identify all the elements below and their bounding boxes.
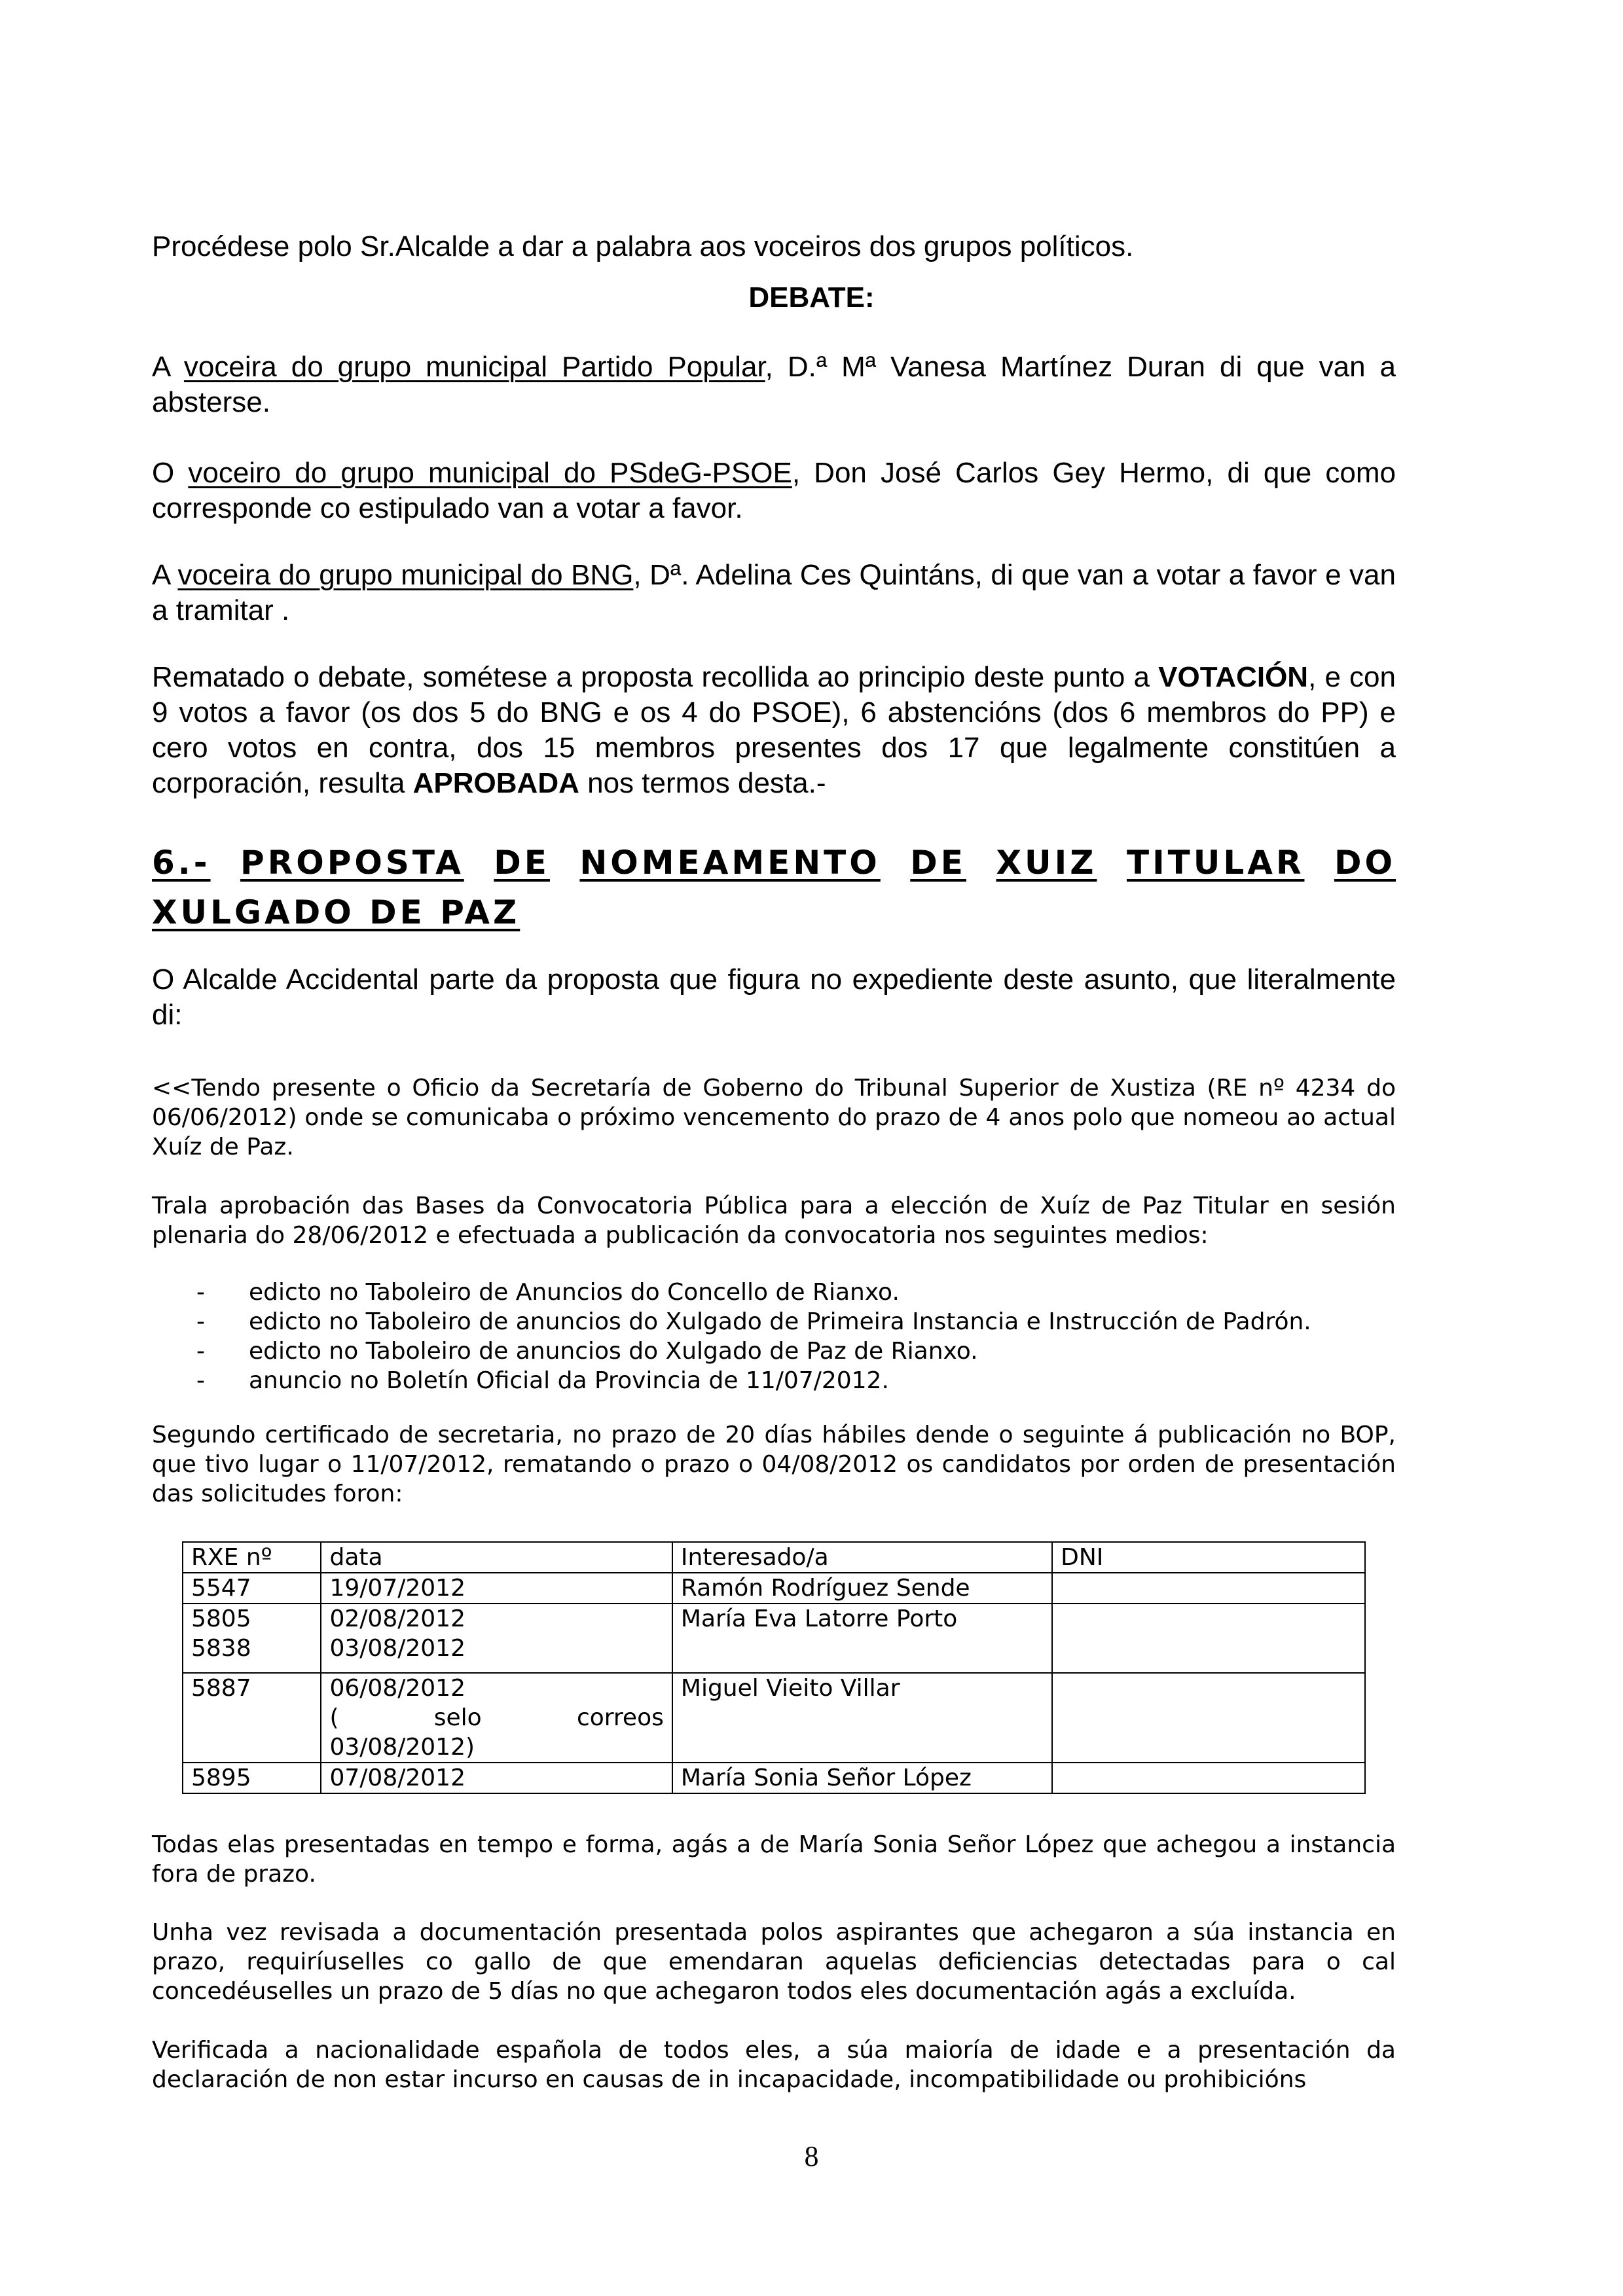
table-cell (1052, 1604, 1365, 1673)
psoe-speaker-label: voceiro do grupo municipal do PSdeG-PSOE (188, 457, 792, 489)
table-row (183, 1763, 1365, 1793)
table-cell: 06/08/2012 ( selo correos 03/08/2012) (321, 1673, 672, 1763)
table-cell: 5805 5838 (183, 1604, 321, 1673)
table-header-cell: data (321, 1542, 672, 1573)
debate-title: DEBATE: (748, 281, 875, 314)
intro-paragraph: Procédese polo Sr.Alcalde a dar a palabra aos voceiros dos grupos políticos. (152, 230, 1134, 262)
media-list (196, 1278, 1440, 1395)
table-cell: 5547 (183, 1573, 321, 1604)
page-number: 8 (804, 2140, 819, 2172)
list-item: - edicto no Taboleiro de anuncios do Xulgado de Paz de Rianxo. (196, 1338, 978, 1365)
table-cell: 5895 (183, 1763, 321, 1793)
table-cell: María Sonia Señor López (672, 1763, 1052, 1793)
certificado-paragraph: Segundo certificado de secretaria, no prazo de 20 días hábiles dende o seguinte á publicación no BOP, que tivo lugar o 11/07/2012, rematando o prazo o 04/08/2012 os candidatos por orden de presentación das solicitudes foron: (152, 1422, 1396, 1507)
oficio-paragraph: <<Tendo presente o Oficio da Secretaría de Goberno do Tribunal Superior de Xustiza (RE nº 4234 do 06/06/2012) onde se comunicaba o próximo vencemento do prazo de 4 anos polo que nomeou ao actual Xuíz de Paz. (152, 1075, 1396, 1160)
aprobada-label: APROBADA (412, 767, 579, 799)
verificada-paragraph: Verificada a nacionalidade española de todos eles, a súa maioría de idade e a presentación da declaración de non estar incurso en causas de in incapacidade, incompatibilidade ou prohibicións (152, 2037, 1396, 2093)
psoe-paragraph: O voceiro do grupo municipal do PSdeG-PSOE, Don José Carlos Gey Hermo, di que como corresponde co estipulado van a votar a favor. (152, 457, 1396, 524)
table-cell (1052, 1673, 1365, 1763)
table-row (183, 1604, 1365, 1673)
table-cell: Ramón Rodríguez Sende (672, 1573, 1052, 1604)
table-cell (1052, 1573, 1365, 1604)
table-row (183, 1573, 1365, 1604)
table-cell: 02/08/2012 03/08/2012 (321, 1604, 672, 1673)
pp-speaker-label: voceira do grupo municipal Partido Popular (183, 351, 765, 383)
table-cell: Miguel Vieito Villar (672, 1673, 1052, 1763)
list-item: - edicto no Taboleiro de Anuncios do Concello de Rianxo. (196, 1279, 900, 1306)
section-heading-line2: XULGADO DE PAZ (152, 893, 520, 931)
table-cell: 19/07/2012 (321, 1573, 672, 1604)
table-cell (1052, 1763, 1365, 1793)
vote-paragraph: Rematado o debate, sométese a proposta recollida ao principio deste punto a VOTACIÓN, e con 9 votos a favor (os dos 5 do BNG e os 4 do PSOE), 6 abstencións (dos 6 membros do PP) e cero votos en contra, dos 15 membros presentes dos 17 que legalmente constitúen a corporación, resulta APROBADA nos termos desta.- (152, 661, 1396, 799)
candidates-table (182, 1541, 1366, 1794)
section-heading (152, 838, 1409, 937)
table-cell: 5887 (183, 1673, 321, 1763)
pp-paragraph: A voceira do grupo municipal Partido Popular, D.ª Mª Vanesa Martínez Duran di que van a absterse. (152, 351, 1396, 418)
section-heading-line1: 6.- PROPOSTA DE NOMEAMENTO DE XUIZ TITULAR DO (152, 844, 1396, 882)
table-cell: 07/08/2012 (321, 1763, 672, 1793)
revisada-paragraph: Unha vez revisada a documentación presentada polos aspirantes que achegaron a súa instancia en prazo, requiríuselles co gallo de que emendaran aquelas deficiencias detectadas para o cal concedéuselles un prazo de 5 días no que achegaron todos eles documentación agás a excluída. (152, 1919, 1396, 2005)
bng-paragraph: A voceira do grupo municipal do BNG, Dª. Adelina Ces Quintáns, di que van a votar a favor e van a tramitar . (152, 559, 1396, 626)
table-cell: María Eva Latorre Porto (672, 1604, 1052, 1673)
table-header-row (183, 1542, 1365, 1573)
bng-speaker-label: voceira do grupo municipal do BNG (177, 559, 634, 591)
alcalde-paragraph: O Alcalde Accidental parte da proposta que figura no expediente deste asunto, que literalmente di: (152, 963, 1396, 1031)
table-header-cell: DNI (1052, 1542, 1365, 1573)
list-item: - anuncio no Boletín Oficial da Provincia de 11/07/2012. (196, 1367, 889, 1394)
table-header-cell: Interesado/a (672, 1542, 1052, 1573)
bases-paragraph: Trala aprobación das Bases da Convocatoria Pública para a elección de Xuíz de Paz Titular en sesión plenaria do 28/06/2012 e efectuada a publicación da convocatoria nos seguintes medios: (152, 1193, 1396, 1249)
list-item: - edicto no Taboleiro de anuncios do Xulgado de Primeira Instancia e Instrucción de Padrón. (196, 1308, 1311, 1335)
votacion-label: VOTACIÓN (1158, 661, 1309, 693)
table-header-cell: RXE nº (183, 1542, 321, 1573)
presentadas-paragraph: Todas elas presentadas en tempo e forma, agás a de María Sonia Señor López que achegou a instancia fora de prazo. (152, 1831, 1396, 1888)
table-row (183, 1673, 1365, 1763)
